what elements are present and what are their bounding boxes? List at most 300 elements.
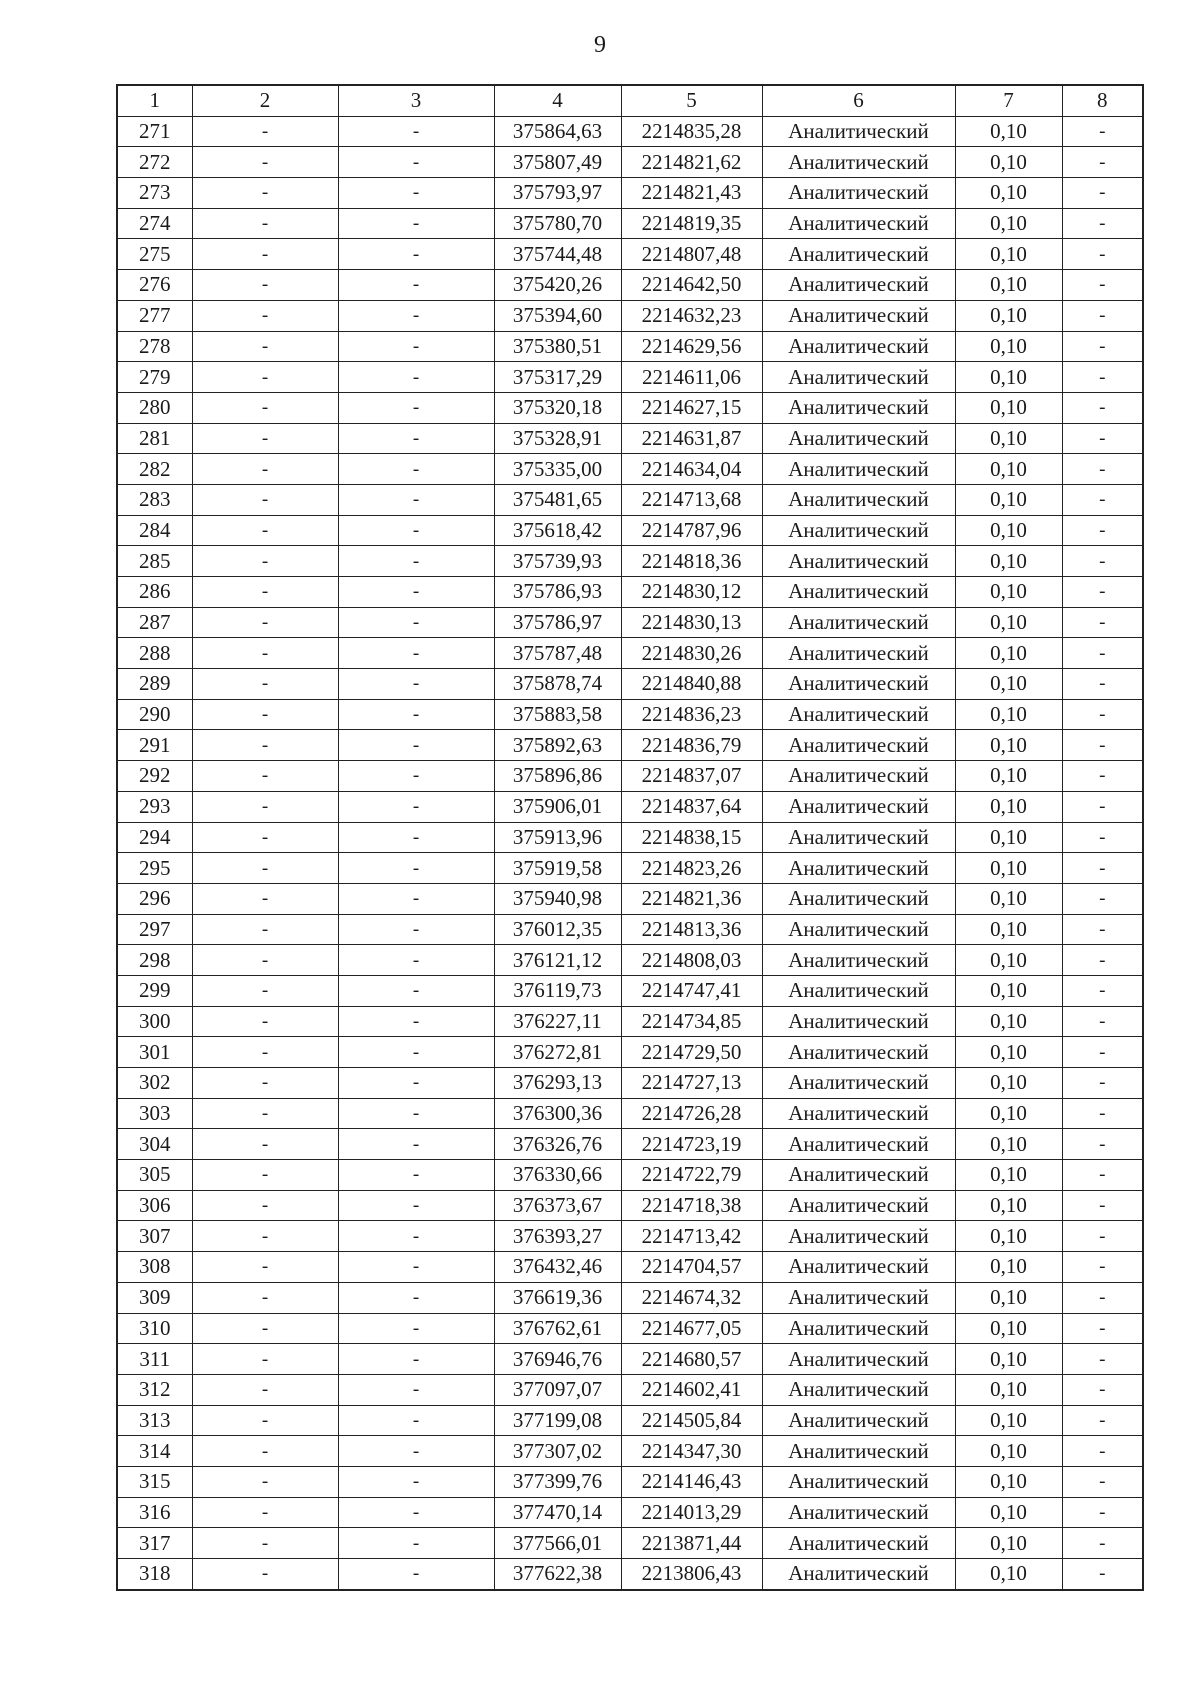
- cell-col-2: -: [192, 1466, 338, 1497]
- table-row: [117, 1436, 1143, 1467]
- cell-accuracy: 0,10: [955, 1160, 1062, 1191]
- cell-point-number: 296: [117, 883, 192, 914]
- cell-col-8: -: [1062, 577, 1143, 608]
- cell-x-coordinate: 375481,65: [494, 484, 621, 515]
- cell-x-coordinate: 375394,60: [494, 300, 621, 331]
- table-row: [117, 975, 1143, 1006]
- cell-col-2: -: [192, 1252, 338, 1283]
- cell-method: Аналитический: [762, 638, 955, 669]
- cell-method: Аналитический: [762, 1497, 955, 1528]
- cell-point-number: 274: [117, 208, 192, 239]
- cell-accuracy: 0,10: [955, 1190, 1062, 1221]
- cell-x-coordinate: 375807,49: [494, 147, 621, 178]
- cell-method: Аналитический: [762, 1559, 955, 1590]
- cell-accuracy: 0,10: [955, 270, 1062, 301]
- cell-method: Аналитический: [762, 975, 955, 1006]
- cell-col-3: -: [338, 853, 494, 884]
- table-row: [117, 515, 1143, 546]
- cell-col-3: -: [338, 577, 494, 608]
- cell-y-coordinate: 2214505,84: [621, 1405, 762, 1436]
- cell-col-2: -: [192, 1282, 338, 1313]
- cell-y-coordinate: 2214837,64: [621, 791, 762, 822]
- cell-x-coordinate: 375739,93: [494, 546, 621, 577]
- cell-method: Аналитический: [762, 1374, 955, 1405]
- cell-accuracy: 0,10: [955, 791, 1062, 822]
- cell-col-8: -: [1062, 546, 1143, 577]
- cell-accuracy: 0,10: [955, 761, 1062, 792]
- table-row: [117, 362, 1143, 393]
- table-row: [117, 1528, 1143, 1559]
- cell-x-coordinate: 375896,86: [494, 761, 621, 792]
- table-row: [117, 1466, 1143, 1497]
- cell-y-coordinate: 2214723,19: [621, 1129, 762, 1160]
- cell-col-2: -: [192, 515, 338, 546]
- cell-method: Аналитический: [762, 1252, 955, 1283]
- cell-col-8: -: [1062, 1528, 1143, 1559]
- cell-x-coordinate: 375380,51: [494, 331, 621, 362]
- cell-col-2: -: [192, 147, 338, 178]
- cell-col-8: -: [1062, 270, 1143, 301]
- cell-method: Аналитический: [762, 392, 955, 423]
- cell-method: Аналитический: [762, 178, 955, 209]
- cell-x-coordinate: 376227,11: [494, 1006, 621, 1037]
- cell-y-coordinate: 2214838,15: [621, 822, 762, 853]
- cell-col-8: -: [1062, 1405, 1143, 1436]
- cell-y-coordinate: 2214631,87: [621, 423, 762, 454]
- cell-col-2: -: [192, 1313, 338, 1344]
- cell-col-2: -: [192, 239, 338, 270]
- cell-col-8: -: [1062, 1221, 1143, 1252]
- cell-col-8: -: [1062, 1497, 1143, 1528]
- cell-method: Аналитический: [762, 147, 955, 178]
- cell-method: Аналитический: [762, 791, 955, 822]
- cell-col-3: -: [338, 822, 494, 853]
- cell-point-number: 286: [117, 577, 192, 608]
- cell-col-3: -: [338, 1006, 494, 1037]
- cell-accuracy: 0,10: [955, 1559, 1062, 1590]
- cell-col-2: -: [192, 914, 338, 945]
- cell-point-number: 305: [117, 1160, 192, 1191]
- cell-y-coordinate: 2214823,26: [621, 853, 762, 884]
- cell-y-coordinate: 2214787,96: [621, 515, 762, 546]
- table-row: [117, 1497, 1143, 1528]
- cell-accuracy: 0,10: [955, 699, 1062, 730]
- cell-accuracy: 0,10: [955, 515, 1062, 546]
- cell-point-number: 285: [117, 546, 192, 577]
- cell-col-3: -: [338, 1466, 494, 1497]
- table-row: [117, 1313, 1143, 1344]
- table-row: [117, 1221, 1143, 1252]
- cell-col-8: -: [1062, 1252, 1143, 1283]
- column-header: 1: [117, 85, 192, 116]
- cell-point-number: 303: [117, 1098, 192, 1129]
- cell-method: Аналитический: [762, 669, 955, 700]
- cell-col-3: -: [338, 116, 494, 147]
- cell-col-3: -: [338, 1037, 494, 1068]
- cell-y-coordinate: 2214836,23: [621, 699, 762, 730]
- cell-col-2: -: [192, 822, 338, 853]
- cell-x-coordinate: 376393,27: [494, 1221, 621, 1252]
- cell-method: Аналитический: [762, 1313, 955, 1344]
- cell-col-3: -: [338, 1160, 494, 1191]
- cell-y-coordinate: 2214818,36: [621, 546, 762, 577]
- table-row: [117, 116, 1143, 147]
- cell-x-coordinate: 375864,63: [494, 116, 621, 147]
- cell-method: Аналитический: [762, 116, 955, 147]
- cell-col-8: -: [1062, 853, 1143, 884]
- cell-point-number: 301: [117, 1037, 192, 1068]
- cell-y-coordinate: 2214813,36: [621, 914, 762, 945]
- cell-col-3: -: [338, 914, 494, 945]
- cell-point-number: 272: [117, 147, 192, 178]
- cell-y-coordinate: 2214830,12: [621, 577, 762, 608]
- cell-accuracy: 0,10: [955, 577, 1062, 608]
- cell-col-3: -: [338, 208, 494, 239]
- cell-point-number: 304: [117, 1129, 192, 1160]
- cell-col-2: -: [192, 484, 338, 515]
- cell-accuracy: 0,10: [955, 1221, 1062, 1252]
- cell-point-number: 284: [117, 515, 192, 546]
- table-row: [117, 147, 1143, 178]
- cell-point-number: 300: [117, 1006, 192, 1037]
- cell-col-2: -: [192, 945, 338, 976]
- cell-col-2: -: [192, 1068, 338, 1099]
- cell-col-8: -: [1062, 730, 1143, 761]
- cell-point-number: 290: [117, 699, 192, 730]
- cell-x-coordinate: 375328,91: [494, 423, 621, 454]
- cell-col-2: -: [192, 392, 338, 423]
- cell-x-coordinate: 375320,18: [494, 392, 621, 423]
- cell-col-3: -: [338, 1068, 494, 1099]
- cell-accuracy: 0,10: [955, 1037, 1062, 1068]
- cell-col-8: -: [1062, 914, 1143, 945]
- cell-col-8: -: [1062, 454, 1143, 485]
- cell-col-2: -: [192, 883, 338, 914]
- cell-point-number: 299: [117, 975, 192, 1006]
- cell-y-coordinate: 2214734,85: [621, 1006, 762, 1037]
- cell-col-3: -: [338, 1559, 494, 1590]
- column-header: 8: [1062, 85, 1143, 116]
- cell-accuracy: 0,10: [955, 1374, 1062, 1405]
- table-row: [117, 208, 1143, 239]
- table-row: [117, 1160, 1143, 1191]
- table-row: [117, 270, 1143, 301]
- cell-col-8: -: [1062, 484, 1143, 515]
- cell-col-2: -: [192, 607, 338, 638]
- cell-accuracy: 0,10: [955, 208, 1062, 239]
- table-row: [117, 577, 1143, 608]
- table-header-row: [117, 85, 1143, 116]
- cell-x-coordinate: 377470,14: [494, 1497, 621, 1528]
- column-header: 3: [338, 85, 494, 116]
- cell-col-2: -: [192, 1344, 338, 1375]
- cell-col-3: -: [338, 331, 494, 362]
- cell-point-number: 313: [117, 1405, 192, 1436]
- table-row: [117, 822, 1143, 853]
- cell-method: Аналитический: [762, 1344, 955, 1375]
- cell-y-coordinate: 2214807,48: [621, 239, 762, 270]
- cell-x-coordinate: 375940,98: [494, 883, 621, 914]
- cell-point-number: 318: [117, 1559, 192, 1590]
- cell-accuracy: 0,10: [955, 975, 1062, 1006]
- cell-col-8: -: [1062, 178, 1143, 209]
- cell-accuracy: 0,10: [955, 822, 1062, 853]
- column-header: 2: [192, 85, 338, 116]
- cell-point-number: 275: [117, 239, 192, 270]
- cell-y-coordinate: 2214821,43: [621, 178, 762, 209]
- table-row: [117, 454, 1143, 485]
- cell-method: Аналитический: [762, 699, 955, 730]
- table-row: [117, 1282, 1143, 1313]
- cell-x-coordinate: 376012,35: [494, 914, 621, 945]
- cell-x-coordinate: 377566,01: [494, 1528, 621, 1559]
- cell-col-8: -: [1062, 1313, 1143, 1344]
- cell-col-2: -: [192, 1037, 338, 1068]
- table-row: [117, 239, 1143, 270]
- cell-method: Аналитический: [762, 484, 955, 515]
- cell-y-coordinate: 2214642,50: [621, 270, 762, 301]
- cell-point-number: 282: [117, 454, 192, 485]
- cell-method: Аналитический: [762, 1436, 955, 1467]
- cell-method: Аналитический: [762, 1006, 955, 1037]
- cell-y-coordinate: 2214674,32: [621, 1282, 762, 1313]
- cell-point-number: 317: [117, 1528, 192, 1559]
- cell-col-8: -: [1062, 1344, 1143, 1375]
- cell-y-coordinate: 2214627,15: [621, 392, 762, 423]
- cell-col-8: -: [1062, 515, 1143, 546]
- table-row: [117, 546, 1143, 577]
- cell-accuracy: 0,10: [955, 392, 1062, 423]
- table-row: [117, 300, 1143, 331]
- cell-col-2: -: [192, 669, 338, 700]
- cell-col-2: -: [192, 1221, 338, 1252]
- cell-col-8: -: [1062, 1068, 1143, 1099]
- cell-col-2: -: [192, 208, 338, 239]
- cell-method: Аналитический: [762, 883, 955, 914]
- cell-method: Аналитический: [762, 1037, 955, 1068]
- cell-col-3: -: [338, 362, 494, 393]
- cell-col-8: -: [1062, 300, 1143, 331]
- cell-x-coordinate: 376762,61: [494, 1313, 621, 1344]
- cell-accuracy: 0,10: [955, 178, 1062, 209]
- cell-method: Аналитический: [762, 607, 955, 638]
- table-row: [117, 392, 1143, 423]
- cell-col-2: -: [192, 730, 338, 761]
- table-row: [117, 607, 1143, 638]
- cell-y-coordinate: 2214677,05: [621, 1313, 762, 1344]
- cell-accuracy: 0,10: [955, 454, 1062, 485]
- cell-y-coordinate: 2214821,36: [621, 883, 762, 914]
- cell-y-coordinate: 2214634,04: [621, 454, 762, 485]
- coordinates-table: [116, 84, 1144, 1591]
- cell-col-3: -: [338, 484, 494, 515]
- cell-x-coordinate: 376121,12: [494, 945, 621, 976]
- table-row: [117, 1559, 1143, 1590]
- table-row: [117, 669, 1143, 700]
- cell-x-coordinate: 375913,96: [494, 822, 621, 853]
- cell-y-coordinate: 2214718,38: [621, 1190, 762, 1221]
- cell-col-3: -: [338, 147, 494, 178]
- cell-x-coordinate: 375793,97: [494, 178, 621, 209]
- cell-method: Аналитический: [762, 208, 955, 239]
- cell-y-coordinate: 2214747,41: [621, 975, 762, 1006]
- cell-point-number: 281: [117, 423, 192, 454]
- cell-x-coordinate: 375420,26: [494, 270, 621, 301]
- cell-method: Аналитический: [762, 1098, 955, 1129]
- cell-y-coordinate: 2214347,30: [621, 1436, 762, 1467]
- cell-point-number: 276: [117, 270, 192, 301]
- cell-x-coordinate: 375786,97: [494, 607, 621, 638]
- cell-point-number: 295: [117, 853, 192, 884]
- cell-col-2: -: [192, 1160, 338, 1191]
- cell-col-2: -: [192, 975, 338, 1006]
- cell-y-coordinate: 2214727,13: [621, 1068, 762, 1099]
- cell-x-coordinate: 377199,08: [494, 1405, 621, 1436]
- cell-accuracy: 0,10: [955, 1405, 1062, 1436]
- cell-accuracy: 0,10: [955, 1098, 1062, 1129]
- cell-col-8: -: [1062, 1037, 1143, 1068]
- cell-x-coordinate: 377097,07: [494, 1374, 621, 1405]
- cell-col-3: -: [338, 1528, 494, 1559]
- cell-col-2: -: [192, 362, 338, 393]
- cell-point-number: 307: [117, 1221, 192, 1252]
- cell-y-coordinate: 2214808,03: [621, 945, 762, 976]
- cell-method: Аналитический: [762, 914, 955, 945]
- table-row: [117, 1374, 1143, 1405]
- cell-point-number: 298: [117, 945, 192, 976]
- table-row: [117, 883, 1143, 914]
- cell-y-coordinate: 2213806,43: [621, 1559, 762, 1590]
- cell-col-2: -: [192, 761, 338, 792]
- cell-accuracy: 0,10: [955, 1313, 1062, 1344]
- cell-x-coordinate: 376119,73: [494, 975, 621, 1006]
- cell-method: Аналитический: [762, 822, 955, 853]
- cell-col-2: -: [192, 1098, 338, 1129]
- cell-method: Аналитический: [762, 1405, 955, 1436]
- cell-col-2: -: [192, 1436, 338, 1467]
- cell-col-3: -: [338, 1313, 494, 1344]
- cell-point-number: 316: [117, 1497, 192, 1528]
- cell-y-coordinate: 2214836,79: [621, 730, 762, 761]
- cell-x-coordinate: 375892,63: [494, 730, 621, 761]
- cell-col-2: -: [192, 1129, 338, 1160]
- table-row: [117, 1190, 1143, 1221]
- cell-col-3: -: [338, 546, 494, 577]
- cell-accuracy: 0,10: [955, 147, 1062, 178]
- cell-accuracy: 0,10: [955, 1252, 1062, 1283]
- cell-col-3: -: [338, 1497, 494, 1528]
- table-row: [117, 730, 1143, 761]
- cell-col-8: -: [1062, 147, 1143, 178]
- table-row: [117, 484, 1143, 515]
- cell-col-2: -: [192, 116, 338, 147]
- cell-accuracy: 0,10: [955, 1129, 1062, 1160]
- cell-point-number: 309: [117, 1282, 192, 1313]
- cell-method: Аналитический: [762, 300, 955, 331]
- cell-method: Аналитический: [762, 546, 955, 577]
- cell-col-3: -: [338, 423, 494, 454]
- cell-x-coordinate: 375878,74: [494, 669, 621, 700]
- cell-accuracy: 0,10: [955, 853, 1062, 884]
- cell-point-number: 306: [117, 1190, 192, 1221]
- cell-col-2: -: [192, 1405, 338, 1436]
- cell-x-coordinate: 375787,48: [494, 638, 621, 669]
- column-header: 7: [955, 85, 1062, 116]
- cell-y-coordinate: 2214146,43: [621, 1466, 762, 1497]
- cell-method: Аналитический: [762, 239, 955, 270]
- cell-point-number: 302: [117, 1068, 192, 1099]
- cell-col-8: -: [1062, 331, 1143, 362]
- cell-col-8: -: [1062, 791, 1143, 822]
- cell-col-2: -: [192, 1528, 338, 1559]
- cell-x-coordinate: 375618,42: [494, 515, 621, 546]
- cell-point-number: 314: [117, 1436, 192, 1467]
- cell-accuracy: 0,10: [955, 883, 1062, 914]
- cell-y-coordinate: 2214629,56: [621, 331, 762, 362]
- cell-col-8: -: [1062, 1129, 1143, 1160]
- cell-y-coordinate: 2214835,28: [621, 116, 762, 147]
- cell-point-number: 291: [117, 730, 192, 761]
- cell-col-2: -: [192, 1497, 338, 1528]
- cell-point-number: 277: [117, 300, 192, 331]
- cell-col-8: -: [1062, 669, 1143, 700]
- cell-accuracy: 0,10: [955, 331, 1062, 362]
- cell-col-2: -: [192, 853, 338, 884]
- cell-y-coordinate: 2214819,35: [621, 208, 762, 239]
- cell-point-number: 312: [117, 1374, 192, 1405]
- cell-accuracy: 0,10: [955, 1497, 1062, 1528]
- table-row: [117, 853, 1143, 884]
- cell-x-coordinate: 375744,48: [494, 239, 621, 270]
- cell-col-8: -: [1062, 1374, 1143, 1405]
- cell-y-coordinate: 2214713,68: [621, 484, 762, 515]
- table-row: [117, 1098, 1143, 1129]
- cell-col-8: -: [1062, 822, 1143, 853]
- cell-x-coordinate: 376619,36: [494, 1282, 621, 1313]
- cell-col-8: -: [1062, 116, 1143, 147]
- cell-accuracy: 0,10: [955, 116, 1062, 147]
- table-row: [117, 1252, 1143, 1283]
- cell-col-2: -: [192, 1006, 338, 1037]
- cell-accuracy: 0,10: [955, 607, 1062, 638]
- cell-col-3: -: [338, 1098, 494, 1129]
- cell-col-8: -: [1062, 638, 1143, 669]
- cell-col-3: -: [338, 945, 494, 976]
- cell-point-number: 297: [117, 914, 192, 945]
- cell-col-2: -: [192, 1190, 338, 1221]
- cell-col-2: -: [192, 1559, 338, 1590]
- table-row: [117, 638, 1143, 669]
- table-row: [117, 699, 1143, 730]
- cell-y-coordinate: 2214830,26: [621, 638, 762, 669]
- cell-col-3: -: [338, 1129, 494, 1160]
- cell-col-2: -: [192, 791, 338, 822]
- cell-method: Аналитический: [762, 515, 955, 546]
- cell-method: Аналитический: [762, 1160, 955, 1191]
- cell-point-number: 278: [117, 331, 192, 362]
- table-row: [117, 1068, 1143, 1099]
- column-header: 4: [494, 85, 621, 116]
- cell-col-3: -: [338, 883, 494, 914]
- table-row: [117, 914, 1143, 945]
- table-row: [117, 1006, 1143, 1037]
- cell-point-number: 315: [117, 1466, 192, 1497]
- cell-point-number: 279: [117, 362, 192, 393]
- cell-col-3: -: [338, 761, 494, 792]
- cell-y-coordinate: 2214821,62: [621, 147, 762, 178]
- cell-accuracy: 0,10: [955, 1436, 1062, 1467]
- cell-accuracy: 0,10: [955, 423, 1062, 454]
